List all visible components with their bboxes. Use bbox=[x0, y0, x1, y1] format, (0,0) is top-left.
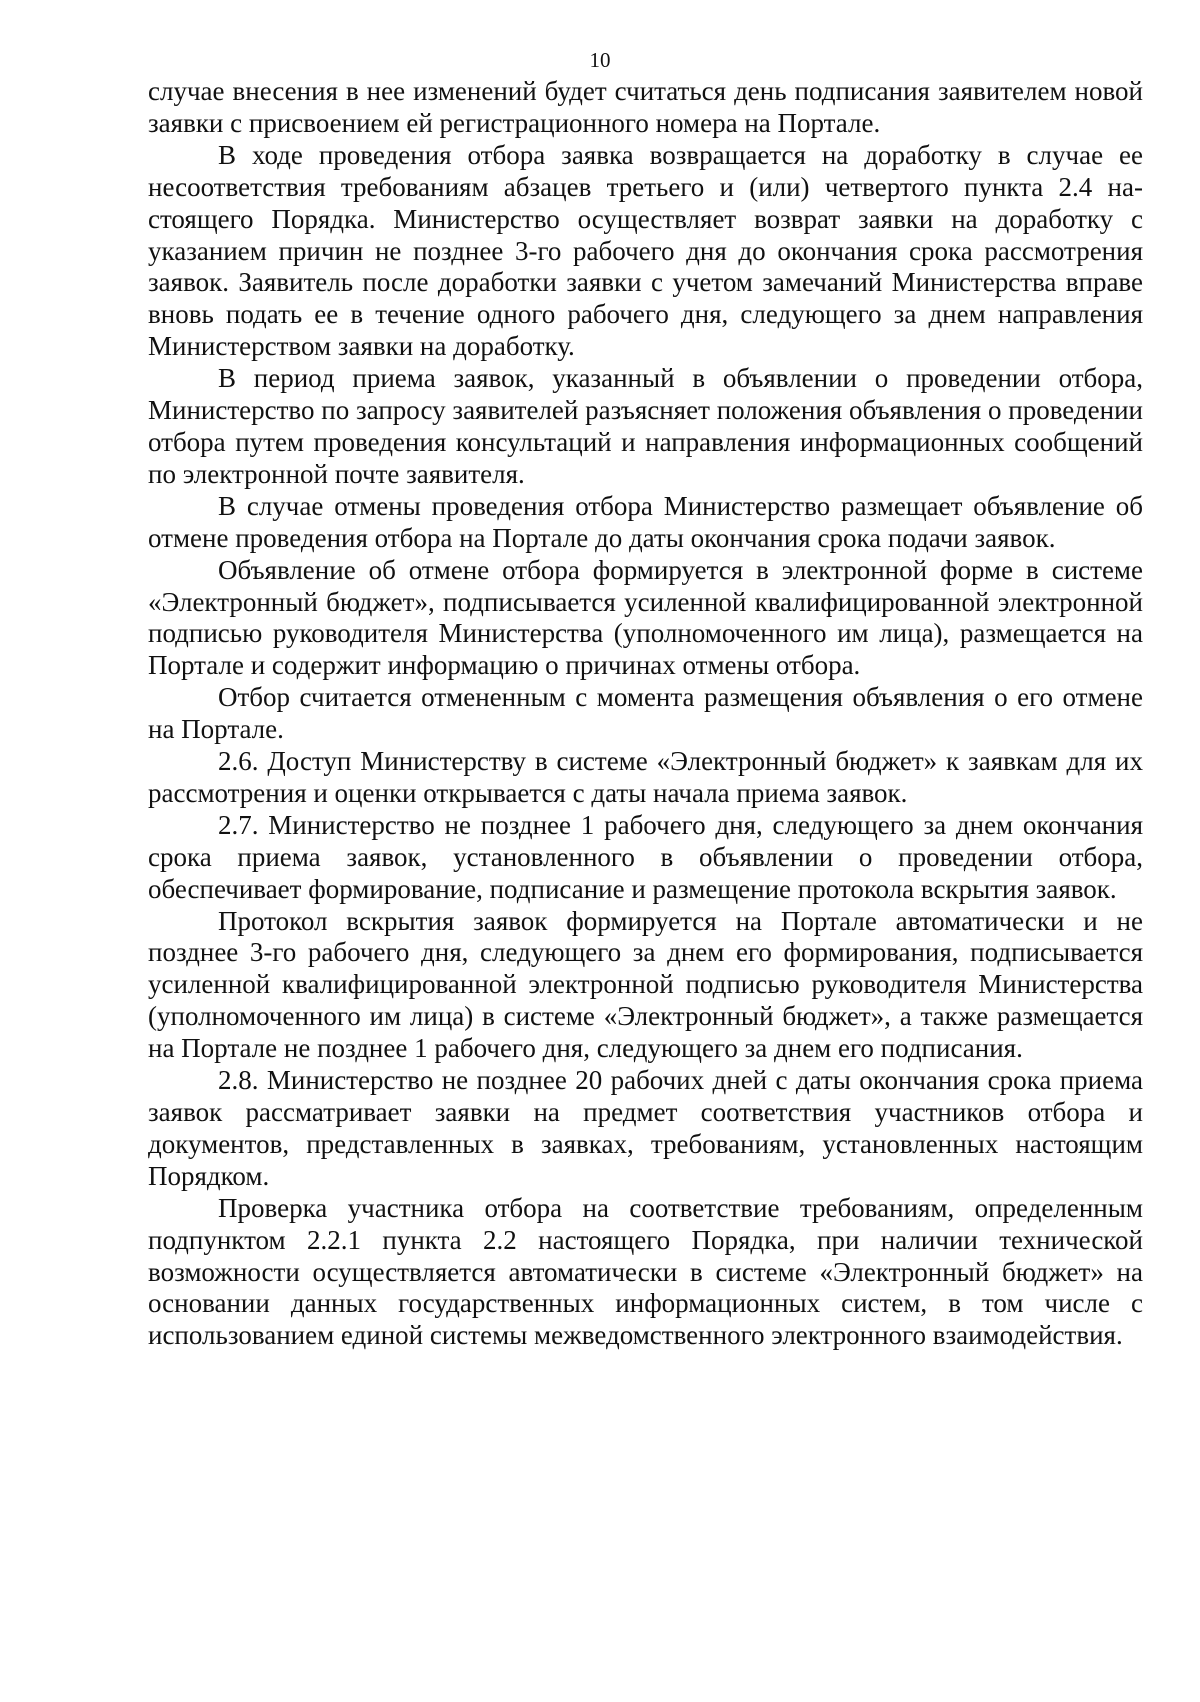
paragraph-cancellation-form: Объявление об отмене отбора формируется в электронной форме в системе «Электронный бюджет», подписывается усиленной квалифицированной электронной подписью руководителя Министерства (уполномоченного им лица), размещается на Портале и содержит информацию о причинах отмены отбора. bbox=[148, 554, 1143, 681]
paragraph-cancellation-effective: Отбор считается отмененным с момента размещения объявления о его отмене на Портале. bbox=[148, 682, 1143, 745]
paragraph-cancellation-announcement: В случае отмены проведения отбора Министерство размещает объявление об отмене проведения отбора на Портале до даты окончания срока подачи заявок. bbox=[148, 490, 1143, 553]
paragraph-participant-check: Проверка участника отбора на соответствие требованиям, определенным подпунктом 2.2.1 пункта 2.2 настоящего Порядка, при наличии технической возможности осуществляется автоматически в системе «Электронный бюджет» на основании данных государственных информационных систем, в том числе с использованием единой системы межведомственного электронного взаимодействия. bbox=[148, 1192, 1143, 1351]
page-number: 10 bbox=[589, 48, 611, 72]
paragraph-return-for-revision: В ходе проведения отбора заявка возвращается на доработку в случае ее несоответствия требованиям абзацев третьего и (или) четвертого пункта 2.4 настоящего Порядка. Министерство осуществляет возврат заявки на доработку с указанием причин не позднее 3-го рабочего дня до окончания срока рассмотрения заявок. Заявитель после доработки заявки с учетом замечаний Министерства вправе вновь подать ее в течение одного рабочего дня, следующего за днем направления Министерством заявки на доработку. bbox=[148, 139, 1143, 362]
document-body bbox=[148, 76, 1143, 1352]
paragraph-continuation: случае внесения в нее изменений будет считаться день подписания заявителем новой заявки с присвоением ей регистрационного номера на Портале. bbox=[148, 76, 1143, 138]
paragraph-opening-protocol: Протокол вскрытия заявок формируется на Портале автоматически и не позднее 3-го рабочего дня, следующего за днем его формирования, подписывается усиленной квалифицированной электронной подписью руководителя Министерства (уполномоченного им лица) в системе «Электронный бюджет», а также размещается на Портале не позднее 1 рабочего дня, следующего за днем его подписания. bbox=[148, 905, 1143, 1064]
paragraph-2-7: 2.7. Министерство не позднее 1 рабочего дня, следующего за днем окончания срока приема заявок, установленного в объявлении о проведении отбора, обеспечивает формирование, подписание и размещение протокола вскрытия заявок. bbox=[148, 809, 1143, 904]
paragraph-2-8: 2.8. Министерство не позднее 20 рабочих дней с даты окончания срока приема заявок рассматривает заявки на предмет соответствия участников отбора и документов, представленных в заявках, требованиям, установленных настоящим Порядком. bbox=[148, 1065, 1143, 1191]
paragraph-consultations: В период приема заявок, указанный в объявлении о проведении отбора, Министерство по запросу заявителей разъясняет положения объявления о проведении отбора путем проведения консультаций и направления информационных сообщений по электронной почте заявителя. bbox=[148, 363, 1143, 489]
paragraph-2-6: 2.6. Доступ Министерству в системе «Электронный бюджет» к заявкам для их рассмотрения и оценки открывается с даты начала приема заявок. bbox=[148, 746, 1143, 808]
